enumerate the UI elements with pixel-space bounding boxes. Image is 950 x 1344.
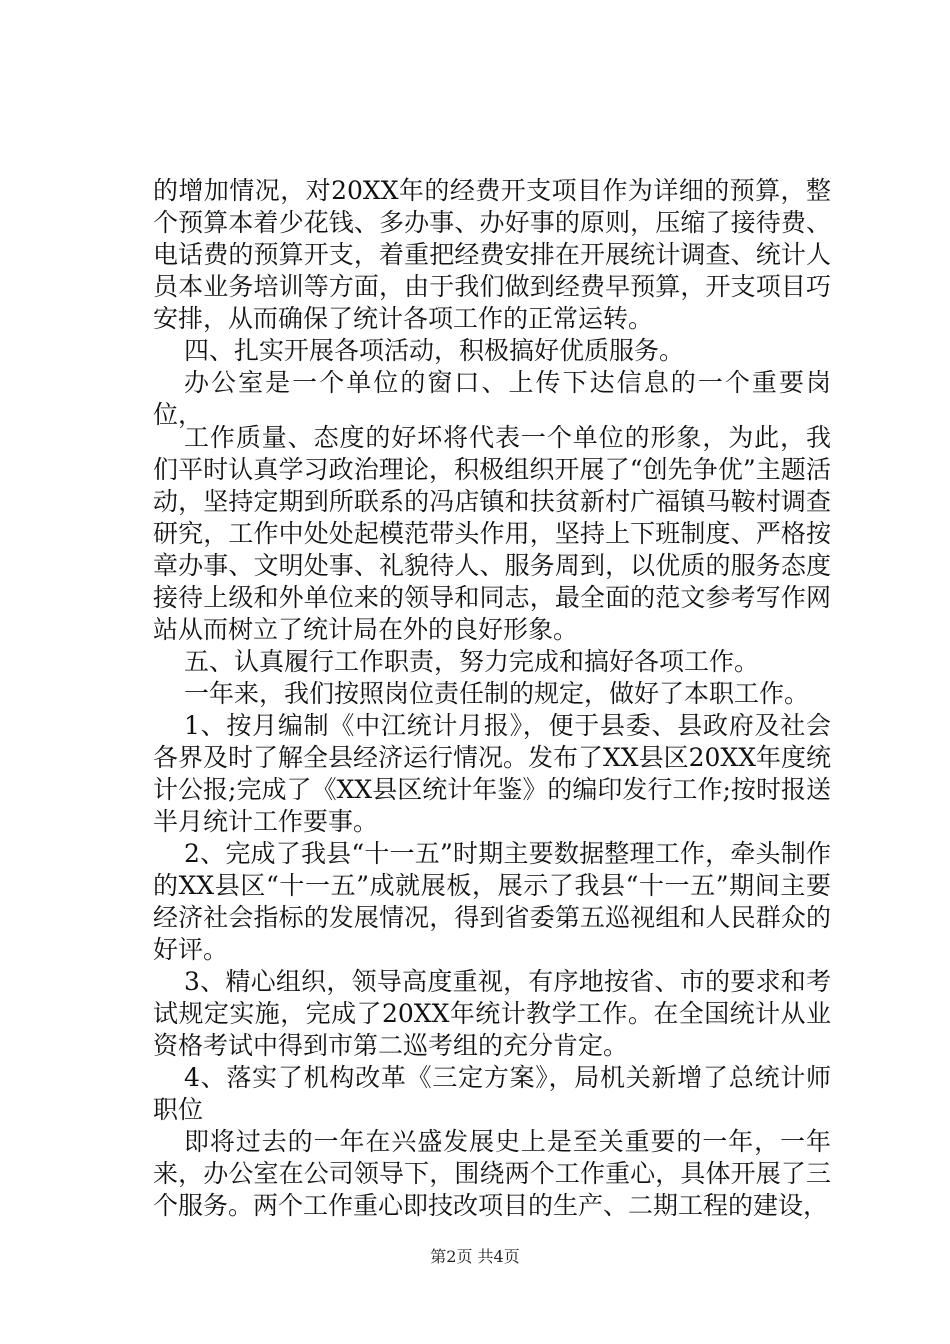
paragraph-work-quality: 工作质量、态度的好坏将代表一个单位的形象，为此，我们平时认真学习政治理论，积极组织开展了“创先争优”主题活动，坚持定期到所联系的冯店镇和扶贫新村广福镇马鞍村调查研究，工作中处处起模范带头作用，坚持上下班制度、严格按章办事、文明处事、礼貌待人、服务周到，以优质的服务态度接待上级和外单位来的领导和同志，最全面的范文参考写作网站从而树立了统计局在外的良好形象。 xyxy=(153,423,831,644)
text-block-top xyxy=(153,175,831,431)
paragraph-budget: 的增加情况，对20XX年的经费开支项目作为详细的预算，整个预算本着少花钱、多办事、办好事的原则，压缩了接待费、电话费的预算开支，着重把经费安排在开展统计调查、统计人员本业务培训等方面，由于我们做到经费早预算，开支项目巧安排，从而确保了统计各项工作的正常运转。 xyxy=(153,176,831,333)
page-footer: 第2页 共4页 xyxy=(430,1247,520,1266)
list-item-4: 4、落实了机构改革《三定方案》，局机关新增了总统计师职位 xyxy=(153,1063,831,1124)
text-block-main xyxy=(153,422,831,1222)
list-item-3: 3、精心组织，领导高度重视，有序地按省、市的要求和考试规定实施，完成了20XX年统计教学工作。在全国统计从业资格考试中得到市第二巡考组的充分肯定。 xyxy=(153,967,831,1060)
list-item-1: 1、按月编制《中江统计月报》，便于县委、县政府及社会各界及时了解全县经济运行情况。发布了XX县区20XX年度统计公报;完成了《XX县区统计年鉴》的编印发行工作;按时报送半月统计工作要事。 xyxy=(153,711,832,836)
list-item-2: 2、完成了我县“十一五”时期主要数据整理工作，牵头制作的XX县区“十一五”成就展板，展示了我县“十一五”期间主要经济社会指标的发展情况，得到省委第五巡视组和人民群众的好评。 xyxy=(153,839,831,964)
paragraph-office-window: 办公室是一个单位的窗口、上传下达信息的一个重要岗位， xyxy=(153,368,831,429)
heading-section-four: 四、扎实开展各项活动，积极搞好优质服务。 xyxy=(184,336,685,365)
paragraph-closing-year: 即将过去的一年在兴盛发展史上是至关重要的一年，一年来，办公室在公司领导下，围绕两个工作重心，具体开展了三个服务。两个工作重心即技改项目的生产、二期工程的建设， xyxy=(153,1127,831,1220)
paragraph-year-summary: 一年来，我们按照岗位责任制的规定，做好了本职工作。 xyxy=(184,679,810,708)
heading-section-five: 五、认真履行工作职责，努力完成和搞好各项工作。 xyxy=(184,647,760,676)
